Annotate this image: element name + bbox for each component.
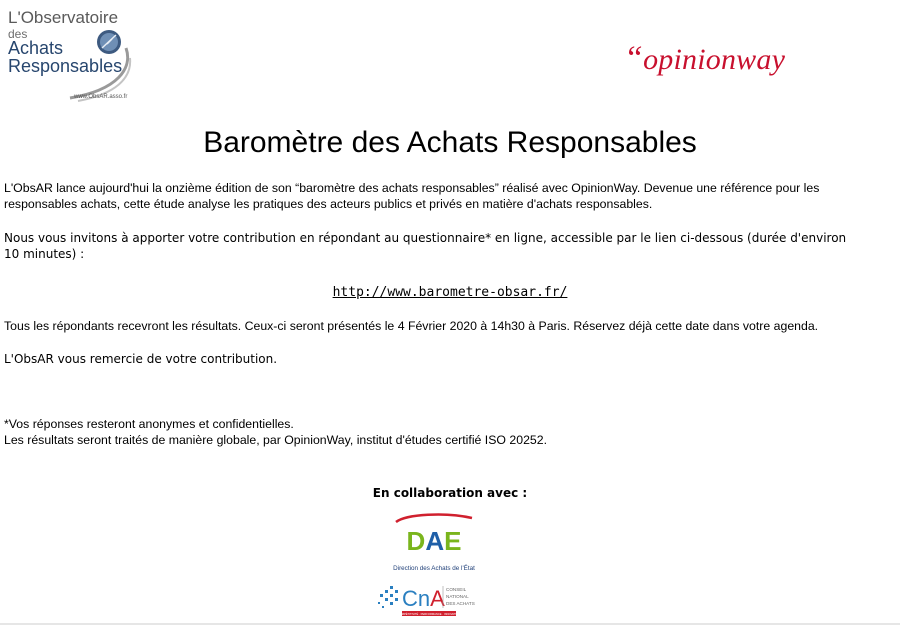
collaboration-label: En collaboration avec : [372, 486, 528, 500]
survey-link[interactable]: http://www.barometre-obsar.fr/ [332, 285, 568, 300]
cna-pixel-graphic [378, 586, 398, 608]
thanks-paragraph: L'ObsAR vous remercie de votre contribution. [4, 352, 278, 366]
obsar-logo-line4: Responsables [8, 56, 123, 76]
survey-link-row [0, 281, 900, 300]
dae-logo-caption: Direction des Achats de l'État [393, 565, 475, 572]
cna-logo-line1: CONSEIL [446, 587, 467, 592]
intro-paragraph: L'ObsAR lance aujourd'hui la onzième édition de son “baromètre des achats responsables” réalisé avec OpinionWay. Devenue une référence pour les responsables achats, cette étude analyse les pratiques des acteurs publics et privés en matière d'achats responsables. [4, 181, 820, 211]
obsar-logo-line2: des [8, 27, 28, 41]
results-paragraph: Tous les répondants recevront les résultats. Ceux-ci seront présentés le 4 Février 2020 à 14h30 à Paris. Réservez déjà cette date dans votre agenda. [4, 319, 819, 333]
page-title: Baromètre des Achats Responsables [203, 126, 697, 159]
cna-logo-tagline: COMPÉTITIVITÉ · PERFORMANCE · INNOVATION [397, 613, 461, 616]
footnote-anonymity: *Vos réponses resteront anonymes et confidentielles. [4, 417, 294, 431]
dae-logo [386, 512, 482, 576]
dae-logo-letters: DAE [406, 526, 462, 556]
obsar-logo [8, 8, 138, 103]
cna-logo [376, 580, 486, 620]
opinionway-wordmark: opinionway [643, 43, 786, 76]
opinionway-quote: “ [624, 40, 644, 77]
obsar-logo-url: www.ObsAR.asso.fr [74, 94, 128, 100]
dae-logo-arc [396, 515, 472, 522]
invitation-paragraph: Nous vous invitons à apporter votre contribution en répondant au questionnaire* en ligne, accessible par le lien ci-dessous (durée d'environ 10 minutes) : [4, 231, 847, 261]
cna-logo-line2: NATIONAL [446, 594, 469, 599]
cna-logo-line3: DES ACHATS [446, 601, 475, 606]
footnote-iso: Les résultats seront traités de manière globale, par OpinionWay, institut d'études certifié ISO 20252. [4, 433, 548, 447]
cna-logo-letters: CnA [402, 586, 445, 611]
obsar-logo-line3: Achats [8, 38, 64, 58]
obsar-logo-line1: L'Observatoire [8, 8, 119, 27]
opinionway-logo [624, 40, 785, 78]
